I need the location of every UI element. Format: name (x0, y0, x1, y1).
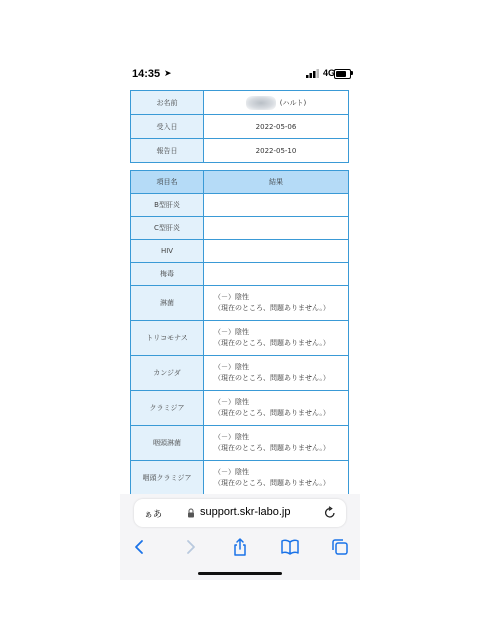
page-content[interactable] (120, 90, 360, 494)
result-item: C型肝炎 (131, 217, 204, 240)
info-label: 受入日 (131, 115, 204, 139)
info-row-received-date (131, 115, 349, 139)
phone-screen (120, 58, 360, 580)
cellular-signal-icon (306, 69, 320, 78)
result-row (131, 217, 349, 240)
result-row (131, 426, 349, 461)
result-value (204, 217, 349, 240)
result-note: （現在のところ、問題ありません。） (214, 479, 330, 487)
results-header-row (131, 171, 349, 194)
result-value (204, 240, 349, 263)
battery-tip (351, 71, 353, 75)
result-value (204, 263, 349, 286)
status-bar (120, 58, 360, 90)
result-value (204, 391, 349, 426)
info-value: 2022-05-10 (204, 139, 349, 163)
result-item: B型肝炎 (131, 194, 204, 217)
result-item: カンジダ (131, 356, 204, 391)
result-row (131, 391, 349, 426)
result-status: （－）陰性 (214, 293, 249, 301)
reload-icon[interactable] (324, 506, 336, 519)
patient-info-table (130, 90, 349, 163)
location-arrow-icon: ➤ (164, 68, 172, 78)
address-bar[interactable] (134, 499, 346, 527)
result-value (204, 426, 349, 461)
info-value: 2022-05-06 (204, 115, 349, 139)
result-value (204, 461, 349, 495)
header-result: 結果 (204, 171, 349, 194)
result-status: （－）陰性 (214, 433, 249, 441)
result-row (131, 263, 349, 286)
redacted-name-blur (246, 96, 276, 110)
info-label: 報告日 (131, 139, 204, 163)
result-row (131, 194, 349, 217)
result-item: トリコモナス (131, 321, 204, 356)
test-results-table (130, 170, 349, 494)
result-status: （－）陰性 (214, 328, 249, 336)
status-time: 14:35 (132, 68, 161, 80)
back-icon[interactable] (130, 538, 150, 556)
result-value (204, 356, 349, 391)
result-value (204, 194, 349, 217)
result-note: （現在のところ、問題ありません。） (214, 304, 330, 312)
result-item: クラミジア (131, 391, 204, 426)
lock-icon (187, 508, 195, 518)
result-note: （現在のところ、問題ありません。） (214, 409, 330, 417)
result-row (131, 286, 349, 321)
result-item: 咽頭淋菌 (131, 426, 204, 461)
result-row (131, 356, 349, 391)
result-note: （現在のところ、問題ありません。） (214, 444, 330, 452)
bookmarks-icon[interactable] (280, 538, 300, 556)
result-row (131, 461, 349, 495)
result-note: （現在のところ、問題ありません。） (214, 374, 330, 382)
result-value (204, 321, 349, 356)
result-row (131, 321, 349, 356)
result-status: （－）陰性 (214, 363, 249, 371)
browser-toolbar (120, 494, 360, 580)
result-item: 咽頭クラミジア (131, 461, 204, 495)
result-value (204, 286, 349, 321)
network-type: 4G (323, 68, 336, 78)
result-item: 淋菌 (131, 286, 204, 321)
info-row-report-date (131, 139, 349, 163)
share-icon[interactable] (230, 538, 250, 556)
result-row (131, 240, 349, 263)
info-label: お名前 (131, 91, 204, 115)
info-row-name (131, 91, 349, 115)
battery-level (336, 71, 346, 77)
tabs-icon[interactable] (330, 538, 350, 556)
result-status: （－）陰性 (214, 398, 249, 406)
name-kana: (ハルト) (279, 98, 307, 107)
forward-icon[interactable] (180, 538, 200, 556)
text-size-button[interactable]: ぁあ (144, 510, 163, 520)
result-item: 梅毒 (131, 263, 204, 286)
info-value-name (204, 91, 349, 115)
result-status: （－）陰性 (214, 468, 249, 476)
result-item: HIV (131, 240, 204, 263)
url-text[interactable]: support.skr-labo.jp (200, 506, 291, 518)
home-indicator (198, 572, 282, 575)
header-item: 項目名 (131, 171, 204, 194)
result-note: （現在のところ、問題ありません。） (214, 339, 330, 347)
battery-icon (334, 69, 351, 79)
